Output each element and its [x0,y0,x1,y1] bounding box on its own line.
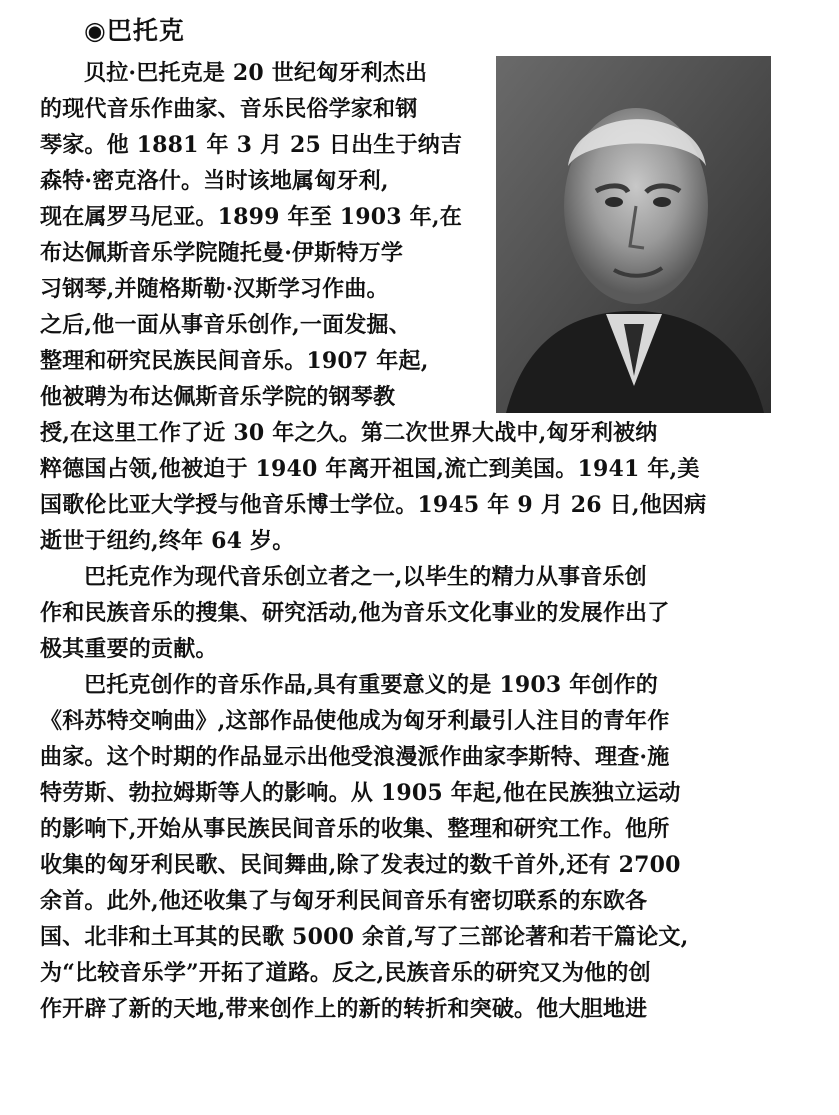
text-line: 琴家。他 1881 年 3 月 25 日出生于纳吉 [40,132,463,158]
text-line: 的影响下,开始从事民族民间音乐的收集、整理和研究工作。他所 [40,816,670,842]
text-line: 之后,他一面从事音乐创作,一面发掘、 [40,312,411,338]
portrait-illustration [496,56,771,413]
text-line: 整理和研究民族民间音乐。1907 年起, [40,348,429,374]
portrait-photo [496,56,771,413]
section-heading: ◉巴托克 [84,16,185,45]
text-line: 粹德国占领,他被迫于 1940 年离开祖国,流亡到美国。1941 年,美 [40,456,700,482]
text-line: 国、北非和土耳其的民歌 5000 余首,写了三部论著和若干篇论文, [40,924,689,950]
text-line: 贝拉·巴托克是 20 世纪匈牙利杰出 [84,60,428,86]
text-line: 逝世于纽约,终年 64 岁。 [40,528,295,554]
text-line: 巴托克创作的音乐作品,具有重要意义的是 1903 年创作的 [84,672,659,698]
text-line: 他被聘为布达佩斯音乐学院的钢琴教 [40,384,396,410]
text-line: 收集的匈牙利民歌、民间舞曲,除了发表过的数千首外,还有 2700 [40,852,681,878]
text-line: 国歌伦比亚大学授与他音乐博士学位。1945 年 9 月 26 日,他因病 [40,492,707,518]
text-line: 森特·密克洛什。当时该地属匈牙利, [40,168,389,194]
text-line: 巴托克作为现代音乐创立者之一,以毕生的精力从事音乐创 [84,564,647,590]
text-line: 授,在这里工作了近 30 年之久。第二次世界大战中,匈牙利被纳 [40,420,658,446]
text-line: 现在属罗马尼亚。1899 年至 1903 年,在 [40,204,462,230]
text-line: 为“比较音乐学”开拓了道路。反之,民族音乐的研究又为他的创 [40,960,651,986]
text-line: 特劳斯、勃拉姆斯等人的影响。从 1905 年起,他在民族独立运动 [40,780,681,806]
text-line: 余首。此外,他还收集了与匈牙利民间音乐有密切联系的东欧各 [40,888,648,914]
text-line: 习钢琴,并随格斯勒·汉斯学习作曲。 [40,276,389,302]
text-line: 作开辟了新的天地,带来创作上的新的转折和突破。他大胆地进 [40,996,648,1022]
text-line: 《科苏特交响曲》,这部作品使他成为匈牙利最引人注目的青年作 [40,708,670,734]
text-line: 曲家。这个时期的作品显示出他受浪漫派作曲家李斯特、理查·施 [40,744,670,770]
text-line: 布达佩斯音乐学院随托曼·伊斯特万学 [40,240,404,266]
text-line: 作和民族音乐的搜集、研究活动,他为音乐文化事业的发展作出了 [40,600,670,626]
text-line: 极其重要的贡献。 [40,636,218,662]
text-line: 的现代音乐作曲家、音乐民俗学家和钢 [40,96,418,122]
